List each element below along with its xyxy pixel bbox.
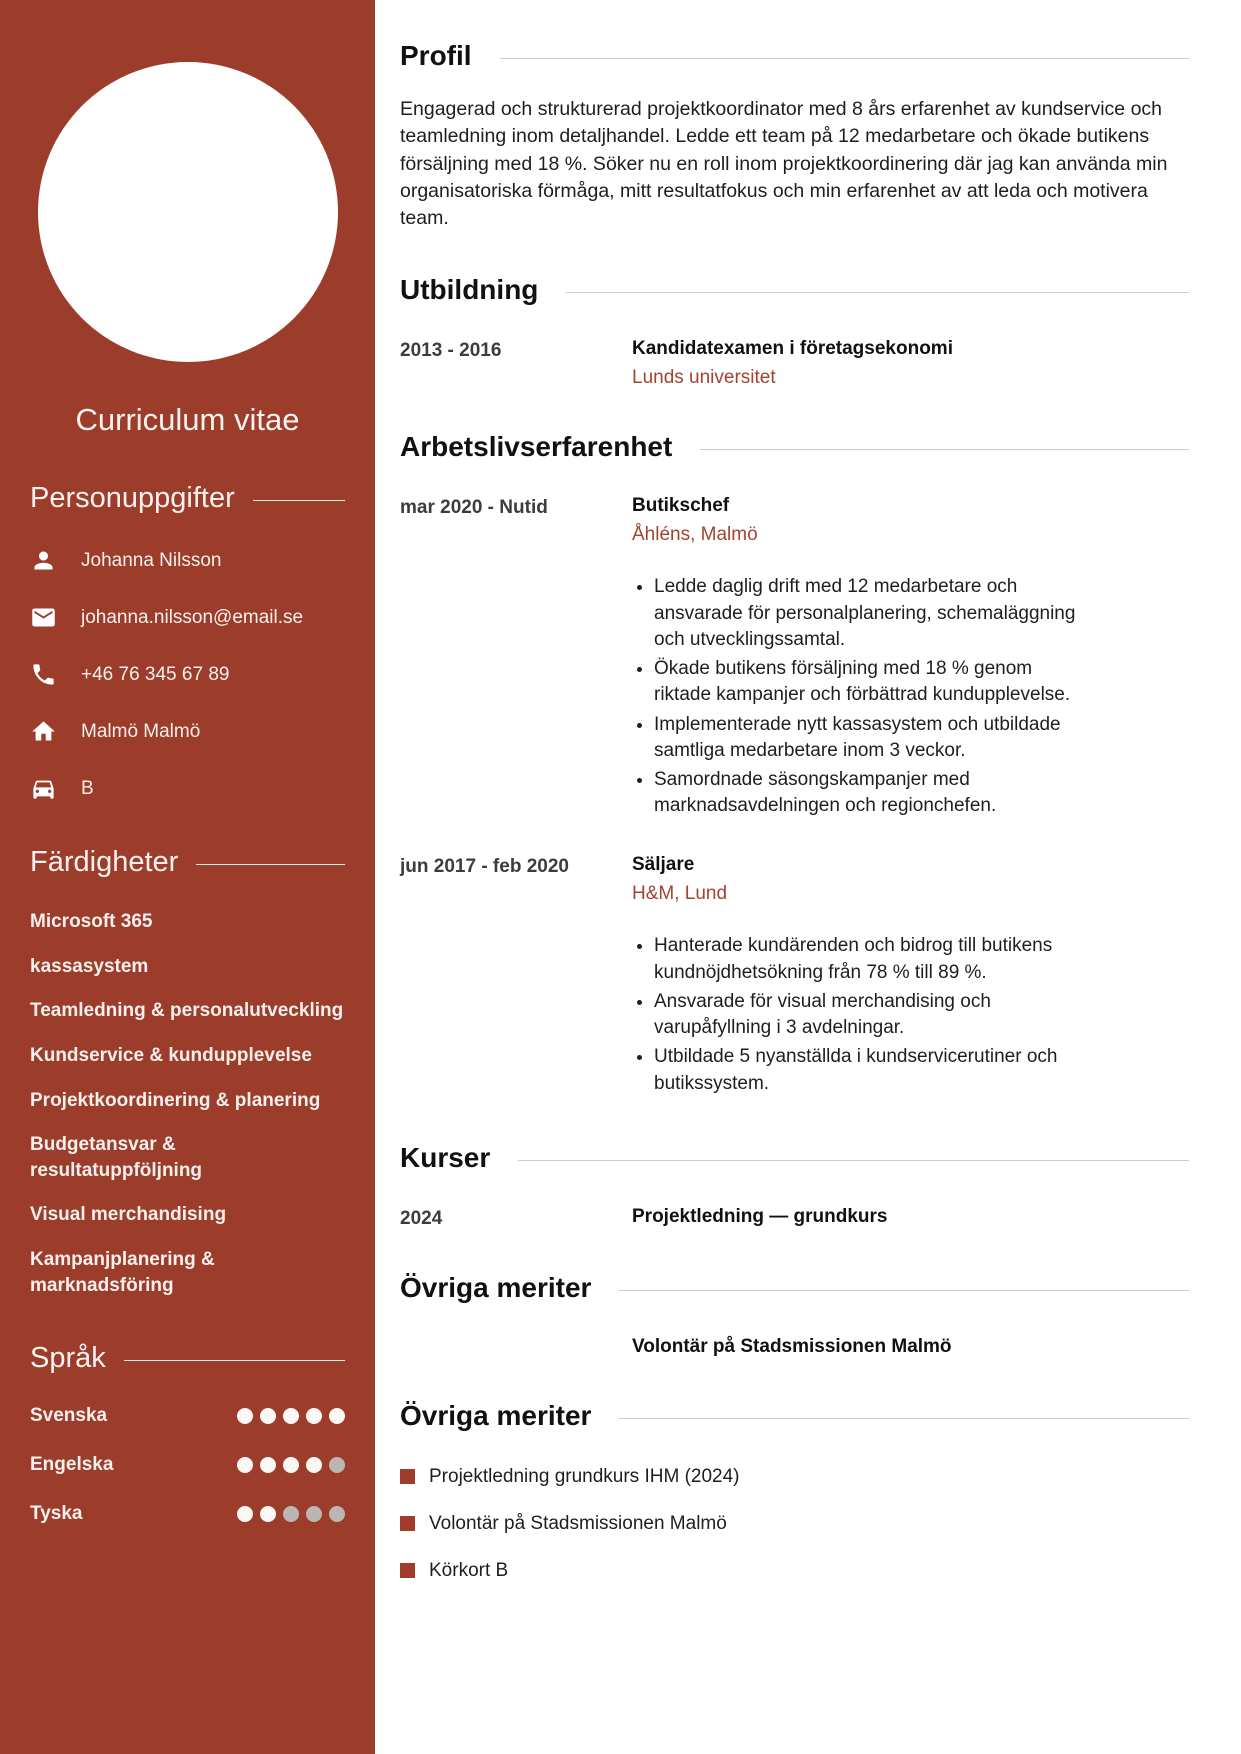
courses-heading-label: Kurser — [400, 1141, 491, 1173]
language-row — [30, 1454, 345, 1476]
contact-item-name — [30, 547, 345, 574]
merit-text: Volontär på Stadsmissionen Malmö — [429, 1512, 727, 1534]
envelope-icon — [30, 604, 57, 631]
education-heading — [400, 274, 1189, 306]
profile-heading-label: Profil — [400, 40, 472, 71]
merit-text: Körkort B — [429, 1559, 509, 1581]
merit-text: Projektledning grundkurs IHM (2024) — [429, 1465, 740, 1487]
entry-title: Volontär på Stadsmissionen Malmö — [632, 1335, 952, 1357]
square-bullet-icon — [400, 1469, 415, 1484]
cv-title: Curriculum vitae — [75, 402, 300, 437]
level-dot-filled — [283, 1457, 299, 1473]
contact-text: Malmö Malmö — [81, 720, 201, 742]
bullet-item: • Utbildade 5 nyanställda i kundservicerutiner och butikssystem. — [654, 1044, 1086, 1096]
courses-section — [400, 1142, 1189, 1230]
experience-heading-label: Arbetslivserfarenhet — [400, 431, 673, 463]
level-dot-empty — [306, 1506, 322, 1522]
entry-bullet-list — [654, 574, 1086, 819]
experience-heading — [400, 431, 1189, 463]
level-dot-empty — [329, 1457, 345, 1473]
contact-text: Johanna Nilsson — [81, 549, 222, 571]
bullet-item: • Ledde daglig drift med 12 medarbetare och ansvarade för personalplanering, schemaläggning och utvecklingssamtal. — [654, 574, 1086, 653]
merit-item — [400, 1513, 1189, 1535]
merit-item — [400, 1466, 1189, 1488]
level-dot-filled — [260, 1506, 276, 1522]
heading-rule — [196, 864, 345, 865]
entry-body — [632, 854, 1189, 1099]
heading-rule — [566, 292, 1189, 293]
merits-section-primary — [400, 1272, 1189, 1358]
experience-entry — [400, 854, 1189, 1099]
sidebar — [0, 0, 375, 1754]
heading-rule — [518, 1160, 1189, 1161]
experience-entry — [400, 495, 1189, 822]
merit-item — [400, 1560, 1189, 1582]
merits-heading-label: Övriga meriter — [400, 1271, 592, 1303]
contact-item-license — [30, 775, 345, 802]
level-dot-filled — [306, 1457, 322, 1473]
bullet-item: • Ansvarade för visual merchandising och varupåfyllning i 3 avdelningar. — [654, 989, 1086, 1041]
level-dot-empty — [329, 1506, 345, 1522]
entry-organization: H&M, Lund — [632, 883, 728, 905]
languages-section — [30, 1342, 345, 1525]
phone-icon — [30, 661, 57, 688]
contact-text: +46 76 345 67 89 — [81, 663, 230, 685]
skills-heading-label: Färdigheter — [30, 846, 179, 878]
car-icon — [30, 775, 57, 802]
entry-title: Butikschef — [632, 495, 730, 517]
skill-item: Microsoft 365 — [30, 911, 153, 932]
person-icon — [30, 547, 57, 574]
entry-organization: Åhléns, Malmö — [632, 524, 758, 546]
languages-heading-label: Språk — [30, 1342, 106, 1375]
level-dot-filled — [237, 1457, 253, 1473]
language-name: Engelska — [30, 1454, 114, 1476]
entry-title: Projektledning — grundkurs — [632, 1205, 888, 1227]
contact-text: johanna.nilsson@email.se — [81, 606, 304, 628]
profile-section — [400, 40, 1189, 232]
level-dot-filled — [306, 1408, 322, 1424]
profile-text: Engagerad och strukturerad projektkoordinator med 8 års erfarenhet av kundservice och teamledning inom detaljhandel. Ledde ett team på 12 medarbetare och ökade butikens försäljning med 18 %. Söker nu en roll inom projektkoordinering där jag kan använda min organisatoriska förmåga, mitt resultatfokus och min erfarenhet av att leda och motivera team. — [400, 98, 1168, 230]
merit-entry — [400, 1336, 1189, 1358]
entry-title: Kandidatexamen i företagsekonomi — [632, 338, 953, 360]
language-name: Tyska — [30, 1503, 83, 1525]
main-content — [375, 0, 1241, 1754]
level-dot-filled — [260, 1408, 276, 1424]
entry-period — [400, 1336, 632, 1358]
contact-item-phone — [30, 661, 345, 688]
heading-rule — [500, 58, 1189, 59]
entry-period: mar 2020 - Nutid — [400, 497, 548, 519]
language-row — [30, 1405, 345, 1427]
level-dot-empty — [283, 1506, 299, 1522]
language-level-dots — [237, 1457, 345, 1473]
language-level-dots — [237, 1506, 345, 1522]
entry-body — [632, 1336, 1189, 1358]
bullet-item: • Ökade butikens försäljning med 18 % genom riktade kampanjer och förbättrad kundupplevelse. — [654, 656, 1086, 708]
heading-rule — [253, 500, 345, 501]
bullet-item: • Samordnade säsongskampanjer med marknadsavdelningen och regionchefen. — [654, 767, 1086, 819]
merit-list — [400, 1466, 1189, 1582]
entry-body — [632, 495, 1189, 822]
square-bullet-icon — [400, 1563, 415, 1578]
skills-heading — [30, 846, 345, 879]
skill-item: Budgetansvar & resultatuppföljning — [30, 1134, 203, 1181]
language-row — [30, 1503, 345, 1525]
skill-item: Teamledning & personalutveckling — [30, 1000, 344, 1022]
profile-photo — [38, 62, 338, 362]
experience-section — [400, 431, 1189, 1099]
skill-item: Projektkoordinering & planering — [30, 1089, 321, 1111]
heading-rule — [619, 1418, 1189, 1419]
personal-heading — [30, 482, 345, 515]
skill-item: Visual merchandising — [30, 1204, 227, 1226]
heading-rule — [700, 449, 1189, 450]
skills-section — [30, 846, 345, 1298]
contact-item-email — [30, 604, 345, 631]
education-entry — [400, 338, 1189, 389]
courses-heading — [400, 1142, 1189, 1174]
skill-item: Kampanjplanering & marknadsföring — [30, 1249, 215, 1296]
entry-period: jun 2017 - feb 2020 — [400, 856, 569, 878]
home-icon — [30, 718, 57, 745]
contact-item-address — [30, 718, 345, 745]
profile-heading — [400, 40, 1189, 72]
language-list — [30, 1405, 345, 1525]
merits-section-secondary — [400, 1400, 1189, 1582]
level-dot-filled — [329, 1408, 345, 1424]
heading-rule — [619, 1290, 1189, 1291]
language-level-dots — [237, 1408, 345, 1424]
personal-heading-label: Personuppgifter — [30, 482, 235, 514]
entry-body — [632, 338, 1189, 389]
entry-bullet-list — [654, 933, 1086, 1096]
level-dot-filled — [237, 1506, 253, 1522]
education-heading-label: Utbildning — [400, 274, 539, 306]
skill-item: kassasystem — [30, 955, 149, 977]
merits-heading-label: Övriga meriter — [400, 1399, 592, 1431]
level-dot-filled — [237, 1408, 253, 1424]
entry-title: Säljare — [632, 854, 695, 876]
level-dot-filled — [260, 1457, 276, 1473]
entry-period: 2024 — [400, 1207, 443, 1229]
entry-body — [632, 1206, 1189, 1230]
education-section — [400, 274, 1189, 389]
contact-text: B — [81, 777, 94, 799]
entry-period: 2013 - 2016 — [400, 340, 502, 362]
merits-heading — [400, 1272, 1189, 1304]
bullet-item: • Hanterade kundärenden och bidrog till butikens kundnöjdhetsökning från 78 % till 89 %. — [654, 933, 1086, 985]
contact-list — [30, 547, 345, 802]
languages-heading — [30, 1342, 345, 1375]
language-name: Svenska — [30, 1405, 108, 1427]
bullet-item: • Implementerade nytt kassasystem och utbildade samtliga medarbetare inom 3 veckor. — [654, 712, 1086, 764]
entry-organization: Lunds universitet — [632, 367, 776, 389]
heading-rule — [124, 1360, 345, 1361]
skill-item: Kundservice & kundupplevelse — [30, 1044, 312, 1066]
personal-section — [30, 482, 345, 802]
merits-heading — [400, 1400, 1189, 1432]
skill-list — [30, 909, 345, 1298]
course-entry — [400, 1206, 1189, 1230]
square-bullet-icon — [400, 1516, 415, 1531]
level-dot-filled — [283, 1408, 299, 1424]
